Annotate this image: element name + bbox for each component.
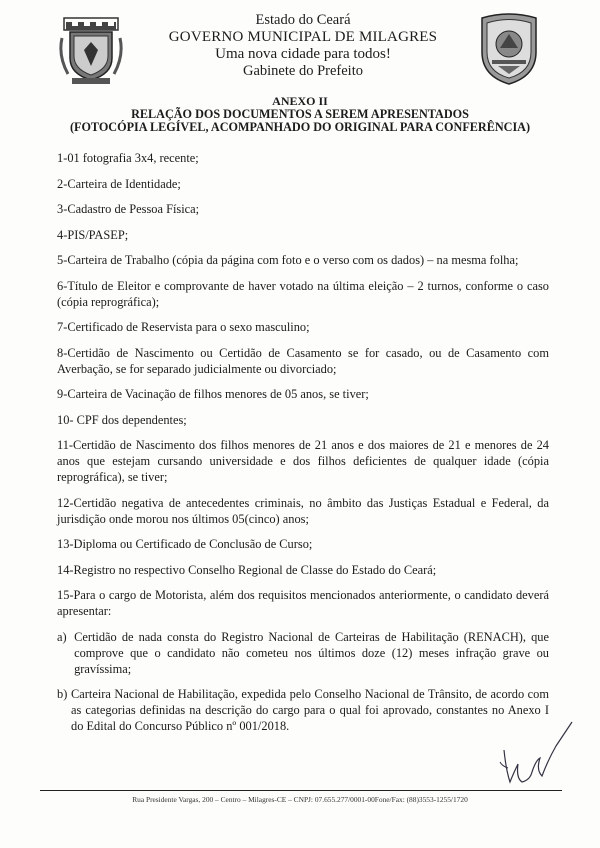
list-item: 2-Carteira de Identidade;	[57, 176, 181, 191]
list-item: 3-Cadastro de Pessoa Física;	[57, 202, 200, 216]
list-item: 11-Certidão de Nascimento dos filhos menores de 21 anos e dos maiores de 21 e menores de 24 anos que estejam cursando universidade e dos filhos deficientes de qualquer idade (cópia reprográfica), se tiver;	[57, 438, 549, 484]
sub-item-letter: b)	[57, 687, 68, 701]
sub-item-text: Certidão de nada consta do Registro Nacional de Carteiras de Habilitação (RENACH), que comprove que o candidato não cometeu nos últimos doze (12) meses infração grave ou gravíssima;	[74, 629, 549, 676]
signature-icon	[496, 720, 576, 790]
list-item: 12-Certidão negativa de antecedentes criminais, no âmbito das Justiças Estadual e Federal, da jurisdição onde morou nos últimos 05(cinco) anos;	[57, 495, 549, 526]
sub-item	[57, 629, 549, 677]
office-name: Gabinete do Prefeito	[243, 63, 363, 79]
annex-heading	[40, 95, 560, 134]
annex-note: (FOTOCÓPIA LEGÍVEL, ACOMPANHADO DO ORIGINAL PARA CONFERÊNCIA)	[69, 120, 531, 134]
annex-subtitle: RELAÇÃO DOS DOCUMENTOS A SEREM APRESENTADOS	[131, 107, 469, 121]
list-item: 8-Certidão de Nascimento ou Certidão de Casamento se for casado, ou de Casamento com Averbação, se for separado judicialmente ou divorciado;	[57, 345, 549, 376]
list-item: 9-Carteira de Vacinação de filhos menores de 05 anos, se tiver;	[57, 387, 369, 401]
list-item: 6-Título de Eleitor e comprovante de haver votado na última eleição – 2 turnos, conforme o caso (cópia reprográfica);	[57, 278, 549, 309]
list-item: 5-Carteira de Trabalho (cópia da página com foto e o verso com os dados) – na mesma folha;	[57, 253, 519, 267]
sub-item-text: Carteira Nacional de Habilitação, expedida pelo Conselho Nacional de Trânsito, de acordo com as categorias definidas na descrição do cargo para o qual foi aprovado, constantes no Anexo I do Edital do Concurso Público nº 001/2018.	[71, 687, 549, 733]
state-name: Estado do Ceará	[255, 12, 351, 28]
letterhead	[0, 10, 600, 88]
sub-item	[57, 686, 549, 734]
document-list	[57, 150, 549, 744]
state-coat-of-arms-icon	[478, 12, 540, 86]
list-item: 13-Diploma ou Certificado de Conclusão de Curso;	[57, 537, 313, 551]
list-item: 7-Certificado de Reservista para o sexo masculino;	[57, 320, 310, 334]
footer-divider	[40, 790, 562, 791]
list-item: 15-Para o cargo de Motorista, além dos requisitos mencionados anteriormente, o candidato deverá apresentar:	[57, 588, 549, 618]
government-name: GOVERNO MUNICIPAL DE MILAGRES	[168, 29, 438, 45]
sub-item-letter: a)	[57, 629, 67, 644]
slogan: Uma nova cidade para todos!	[215, 46, 391, 62]
list-item: 1-01 fotografia 3x4, recente;	[57, 151, 199, 165]
list-item: 10- CPF dos dependentes;	[57, 412, 187, 427]
municipal-coat-of-arms-icon	[58, 16, 124, 86]
list-item: 4-PIS/PASEP;	[57, 227, 129, 242]
annex-title: ANEXO II	[272, 94, 328, 108]
list-item: 14-Registro no respectivo Conselho Regional de Classe do Estado do Ceará;	[57, 562, 437, 577]
letterhead-text	[150, 12, 456, 80]
footer-address: Rua Presidente Vargas, 200 – Centro – Milagres-CE – CNPJ: 07.655.277/0001-00Fone/Fax: (88)3553-1255/1720	[132, 795, 468, 804]
